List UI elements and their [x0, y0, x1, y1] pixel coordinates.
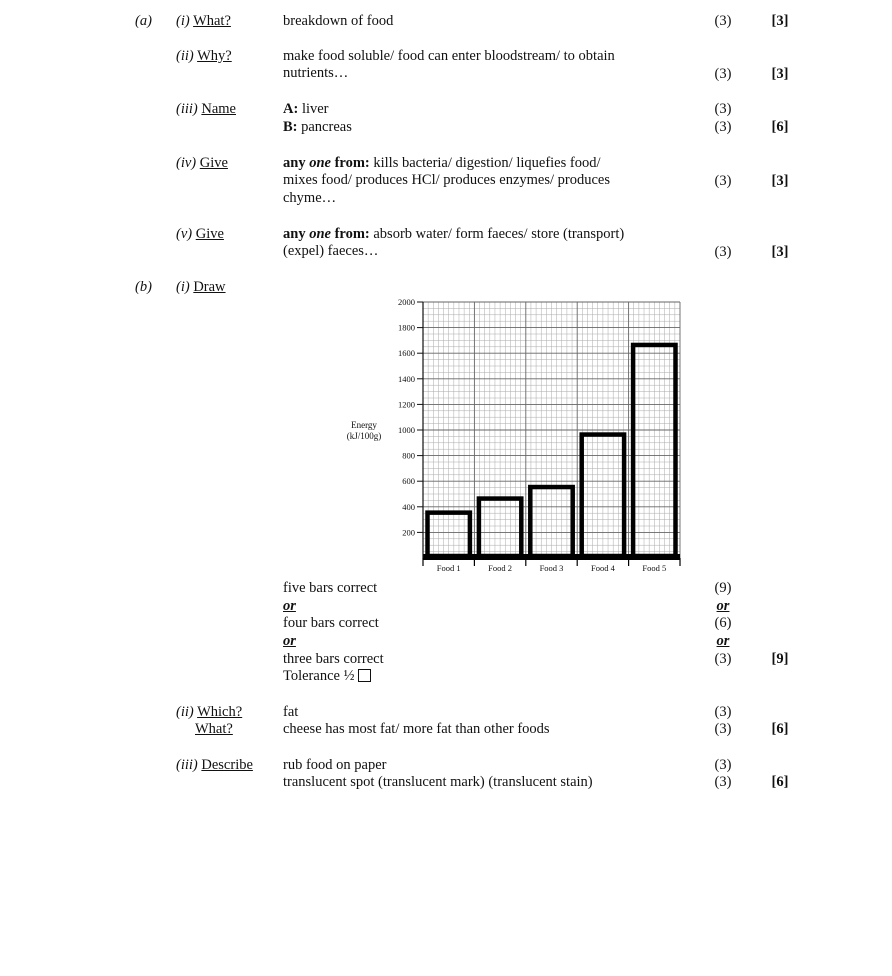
criterion-five-bars: five bars correct — [283, 580, 378, 596]
energy-bar-chart — [340, 292, 690, 574]
b-ii-total: [6] — [771, 721, 789, 737]
item-a-ii-answer-line2: nutrients… — [283, 65, 349, 81]
b-ii-mark-2: (3) — [714, 721, 732, 737]
item-b-ii-command: (ii) Which? — [176, 704, 243, 720]
item-a-v-command: (v) Give — [176, 226, 224, 242]
chart-y-tick-label: 400 — [402, 501, 415, 512]
b-i-total: [9] — [771, 651, 789, 667]
chart-x-tick-label: Food 3 — [539, 563, 564, 573]
item-b-iii-answer-line2: translucent spot (translucent mark) (translucent stain) — [283, 774, 593, 790]
chart-y-tick-label: 200 — [402, 527, 415, 538]
criterion-or-1: or — [283, 598, 296, 614]
b-i-mark-or-1: or — [716, 598, 730, 614]
b-iii-mark-2: (3) — [714, 774, 732, 790]
item-a-iv-mark: (3) — [714, 173, 732, 189]
b-i-mark-or-2: or — [716, 633, 730, 649]
chart-y-tick-label: 600 — [402, 476, 415, 487]
item-a-iv-answer-line1: any one from: kills bacteria/ digestion/ liquefies food/ — [283, 155, 601, 171]
item-a-iii-answer-b: B: pancreas — [283, 119, 352, 135]
b-iii-total: [6] — [771, 774, 789, 790]
item-a-iii-command: (iii) Name — [176, 101, 236, 117]
criterion-tolerance: Tolerance ½ — [283, 668, 371, 685]
item-a-v-answer-line1: any one from: absorb water/ form faeces/ store (transport) — [283, 226, 625, 242]
b-iii-mark-1: (3) — [714, 757, 732, 773]
item-a-i-command: (i) What? — [176, 13, 231, 29]
chart-y-label-line1: Energy — [351, 420, 377, 430]
chart-y-tick-label: 1400 — [398, 373, 415, 384]
part-b-label: (b) — [135, 279, 152, 295]
chart-y-tick-label: 1000 — [398, 425, 415, 435]
part-a-label: (a) — [135, 13, 152, 29]
criterion-or-2: or — [283, 633, 296, 649]
item-a-i-mark: (3) — [714, 13, 732, 29]
item-a-ii-mark: (3) — [714, 66, 732, 82]
chart-y-tick-label: 2000 — [398, 297, 415, 307]
item-b-ii-answer-line1: fat — [283, 704, 299, 720]
item-a-v-mark: (3) — [714, 244, 732, 260]
chart-y-tick-label: 1200 — [398, 399, 415, 410]
b-i-mark-nine: (9) — [714, 580, 732, 596]
chart-x-tick-label: Food 1 — [436, 563, 461, 573]
chart-y-tick-label: 800 — [402, 450, 415, 461]
chart-baseline — [423, 554, 680, 560]
item-a-v-answer-line2: (expel) faeces… — [283, 243, 379, 259]
item-b-iii-command: (iii) Describe — [176, 757, 253, 773]
criterion-four-bars: four bars correct — [283, 615, 379, 631]
item-a-ii-answer-line1: make food soluble/ food can enter bloodstream/ to obtain — [283, 48, 615, 64]
chart-y-axis — [398, 297, 423, 558]
item-b-ii-answer-line2: cheese has most fat/ more fat than other foods — [283, 721, 550, 737]
item-a-ii-command: (ii) Why? — [176, 48, 232, 64]
item-a-iii-answer-a: A: liver — [283, 101, 329, 117]
chart-y-label-line2: (kJ/100g) — [346, 431, 382, 441]
chart-x-tick-label: Food 5 — [642, 563, 667, 573]
chart-x-tick-label: Food 2 — [488, 563, 513, 573]
b-i-mark-six: (6) — [714, 615, 732, 631]
tick-box-icon — [358, 669, 371, 682]
item-b-ii-command2: What? — [195, 721, 233, 737]
item-b-i-command: (i) Draw — [176, 279, 226, 295]
item-a-iii-mark-a: (3) — [714, 101, 732, 117]
b-ii-mark-1: (3) — [714, 704, 732, 720]
item-a-i-answer: breakdown of food — [283, 13, 394, 29]
item-a-ii-total: [3] — [771, 66, 789, 82]
item-a-v-total: [3] — [771, 244, 789, 260]
item-a-i-total: [3] — [771, 13, 789, 29]
item-a-iv-answer-line2: mixes food/ produces HCl/ produces enzymes/ produces — [283, 172, 610, 188]
chart-y-tick-label: 1800 — [398, 322, 415, 333]
item-b-iii-answer-line1: rub food on paper — [283, 757, 387, 773]
item-a-iv-total: [3] — [771, 173, 789, 189]
chart-x-tick-label: Food 4 — [590, 563, 615, 573]
criterion-three-bars: three bars correct — [283, 651, 384, 667]
item-a-iii-total: [6] — [771, 119, 789, 135]
chart-x-labels — [423, 558, 680, 573]
chart-y-tick-label: 1600 — [398, 348, 415, 359]
item-a-iv-command: (iv) Give — [176, 155, 228, 171]
item-a-iv-answer-line3: chyme… — [283, 190, 337, 206]
item-a-iii-mark-b: (3) — [714, 119, 732, 135]
b-i-mark-three: (3) — [714, 651, 732, 667]
